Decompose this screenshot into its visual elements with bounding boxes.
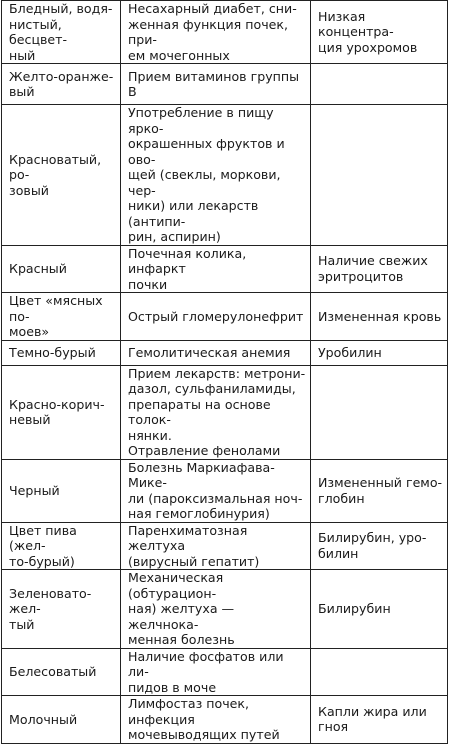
cell-color: Темно-бурый [2, 340, 121, 365]
cell-cause: Болезнь Маркиафава-Мике- ли (пароксизмальная ноч- ная гемоглобинурия) [121, 459, 311, 522]
cell-reason: Наличие свежих эритроцитов [311, 245, 448, 293]
cell-color: Молочный [2, 696, 121, 744]
cell-reason: Измененная кровь [311, 293, 448, 341]
table-row [2, 570, 448, 649]
cell-cause: Несахарный диабет, сни- женная функция почек, при- ем мочегонных [121, 1, 311, 64]
cell-reason [311, 365, 448, 459]
table-row [2, 648, 448, 696]
cell-reason: Уробилин [311, 340, 448, 365]
cell-color: Черный [2, 459, 121, 522]
cell-color: Красный [2, 245, 121, 293]
table-row [2, 293, 448, 341]
cell-color: Бледный, водя- нистый, бесцвет- ный [2, 1, 121, 64]
cell-reason: Билирубин [311, 570, 448, 649]
cell-reason: Низкая концентра- ция урохромов [311, 1, 448, 64]
cell-color: Красноватый, ро- зовый [2, 105, 121, 246]
cell-cause: Прием витаминов группы В [121, 64, 311, 105]
cell-color: Белесоватый [2, 648, 121, 696]
table-row [2, 64, 448, 105]
cell-cause: Механическая (обтурацион- ная) желтуха — желчнока- менная болезнь [121, 570, 311, 649]
cell-color: Красно-корич- невый [2, 365, 121, 459]
cell-reason: Билирубин, уро- билин [311, 522, 448, 570]
cell-cause: Гемолитическая анемия [121, 340, 311, 365]
cell-cause: Прием лекарств: метрони- дазол, сульфаниламиды, препараты на основе толок- нянки. Отравление фенолами [121, 365, 311, 459]
table-row [2, 696, 448, 744]
cell-color: Зеленовато-жел- тый [2, 570, 121, 649]
urine-color-table [1, 0, 448, 744]
table-row [2, 1, 448, 64]
cell-reason: Капли жира или гноя [311, 696, 448, 744]
table-row [2, 522, 448, 570]
cell-color: Цвет «мясных по- моев» [2, 293, 121, 341]
cell-cause: Лимфостаз почек, инфекция мочевыводящих путей [121, 696, 311, 744]
cell-reason [311, 105, 448, 246]
cell-cause: Острый гломерулонефрит [121, 293, 311, 341]
cell-reason: Измененный гемо- глобин [311, 459, 448, 522]
cell-color: Желто-оранже- вый [2, 64, 121, 105]
cell-reason [311, 648, 448, 696]
table-row [2, 365, 448, 459]
table-row [2, 245, 448, 293]
table-row [2, 340, 448, 365]
cell-cause: Почечная колика, инфаркт почки [121, 245, 311, 293]
table-row [2, 459, 448, 522]
cell-color: Цвет пива (жел- то-бурый) [2, 522, 121, 570]
cell-cause: Употребление в пищу ярко- окрашенных фруктов и ово- щей (свеклы, моркови, чер- ники) или лекарств (антипи- рин, аспирин) [121, 105, 311, 246]
cell-cause: Паренхиматозная желтуха (вирусный гепатит) [121, 522, 311, 570]
cell-reason [311, 64, 448, 105]
table-row [2, 105, 448, 246]
cell-cause: Наличие фосфатов или ли- пидов в моче [121, 648, 311, 696]
